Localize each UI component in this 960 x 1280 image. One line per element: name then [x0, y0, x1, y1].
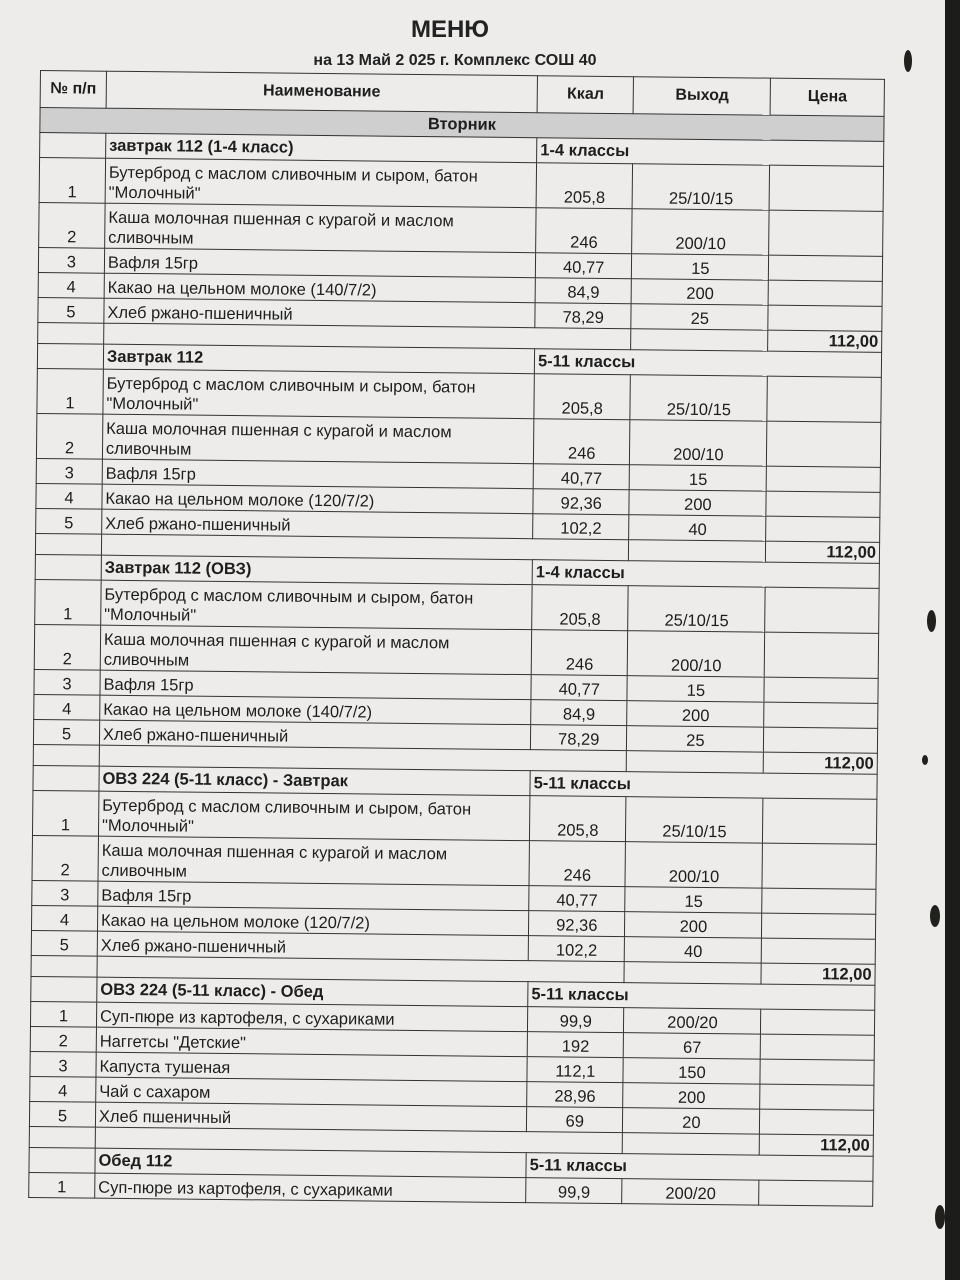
- item-output: 200: [623, 1083, 760, 1109]
- total-empty: [624, 962, 761, 984]
- item-name: Бутерброд с маслом сливочным и сыром, батон "Молочный": [103, 369, 535, 419]
- item-name: Каша молочная пшенная с курагой и маслом сливочным: [102, 414, 534, 464]
- item-kcal: 99,9: [526, 1178, 623, 1204]
- section-num-empty: [40, 133, 106, 159]
- section-classes: 5-11 классы: [534, 349, 881, 378]
- item-number: 1: [30, 1001, 96, 1027]
- menu-item-row: [39, 158, 883, 212]
- item-name: Капуста тушеная: [96, 1052, 527, 1082]
- item-output: 200: [625, 912, 762, 938]
- item-output: 15: [627, 676, 764, 702]
- total-empty: [631, 329, 768, 351]
- item-output: 25/10/15: [630, 375, 767, 421]
- item-number: 3: [30, 1051, 96, 1077]
- item-output: 20: [623, 1108, 760, 1134]
- item-kcal: 192: [527, 1032, 624, 1058]
- item-number: 2: [34, 624, 100, 670]
- item-price: [760, 1109, 874, 1135]
- item-name: Бутерброд с маслом сливочным и сыром, батон "Молочный": [101, 580, 533, 630]
- item-output: 200/20: [622, 1179, 759, 1205]
- page-subtitle: на 13 Май 2 025 г. Комплекс СОШ 40: [313, 52, 597, 69]
- item-kcal: 40,77: [535, 253, 632, 279]
- section-name: Обед 112: [95, 1148, 526, 1178]
- item-name: Каша молочная пшенная с курагой и маслом сливочным: [100, 625, 532, 675]
- item-output: 25/10/15: [626, 797, 763, 843]
- section-num-empty: [29, 1147, 95, 1173]
- paper-speck: [922, 755, 928, 765]
- item-price: [765, 587, 879, 633]
- item-name: Бутерброд с маслом сливочным и сыром, батон "Молочный": [105, 158, 537, 208]
- item-price: [768, 280, 882, 306]
- item-kcal: 40,77: [529, 886, 626, 912]
- item-name: Хлеб ржано-пшеничный: [104, 298, 535, 328]
- item-price: [762, 888, 876, 914]
- item-number: 4: [30, 1076, 96, 1102]
- item-price: [766, 516, 880, 542]
- item-number: 2: [32, 835, 98, 881]
- item-price: [764, 677, 878, 703]
- menu-item-row: [32, 835, 876, 889]
- item-price: [767, 376, 881, 422]
- item-name: Каша молочная пшенная с курагой и маслом сливочным: [98, 836, 530, 886]
- item-price: [764, 727, 878, 753]
- item-number: 4: [38, 272, 104, 298]
- item-price: [760, 1059, 874, 1085]
- item-price: [766, 491, 880, 517]
- section-name: ОВЗ 224 (5-11 класс) - Завтрак: [99, 766, 530, 796]
- section-num-empty: [37, 343, 103, 369]
- day-label: Вторник: [40, 108, 884, 142]
- item-output: 15: [625, 887, 762, 913]
- item-price: [769, 255, 883, 281]
- item-price: [769, 165, 883, 211]
- item-price: [760, 1084, 874, 1110]
- section-classes: 5-11 классы: [530, 771, 877, 800]
- menu-body: [29, 108, 884, 1207]
- item-name: Наггетсы "Детские": [96, 1027, 527, 1057]
- item-number: 1: [35, 579, 101, 625]
- section-name: Завтрак 112: [103, 344, 534, 374]
- item-price: [761, 1009, 875, 1035]
- item-price: [766, 466, 880, 492]
- item-kcal: 246: [529, 841, 626, 887]
- item-kcal: 99,9: [528, 1007, 625, 1033]
- item-name: Какао на цельном молоке (120/7/2): [102, 484, 533, 514]
- paper-speck: [930, 905, 940, 927]
- item-kcal: 84,9: [535, 278, 632, 304]
- section-name: ОВЗ 224 (5-11 класс) - Обед: [97, 977, 528, 1007]
- item-price: [764, 702, 878, 728]
- item-number: 1: [37, 368, 103, 414]
- item-kcal: 40,77: [531, 675, 628, 701]
- paper-speck: [904, 50, 912, 72]
- item-output: 200: [632, 279, 769, 305]
- item-name: Вафля 15гр: [98, 881, 529, 911]
- section-total: 112,00: [764, 752, 878, 774]
- item-number: 1: [29, 1172, 95, 1198]
- item-name: Суп-пюре из картофеля, с сухариками: [95, 1173, 526, 1203]
- item-kcal: 112,1: [527, 1057, 624, 1083]
- item-output: 200: [627, 701, 764, 727]
- item-name: Вафля 15гр: [102, 459, 533, 489]
- item-number: 1: [32, 790, 98, 836]
- paper-speck: [927, 610, 936, 632]
- item-kcal: 205,8: [532, 585, 629, 631]
- item-output: 25: [631, 304, 768, 330]
- menu-table: [28, 70, 885, 1207]
- item-output: 200/10: [630, 420, 767, 466]
- item-number: 4: [34, 694, 100, 720]
- section-total: 112,00: [766, 541, 880, 563]
- item-kcal: 78,29: [530, 725, 627, 751]
- item-kcal: 205,8: [530, 796, 627, 842]
- section-num-empty: [31, 976, 97, 1002]
- section-total: 112,00: [768, 330, 882, 352]
- section-total: 112,00: [761, 963, 875, 985]
- item-price: [767, 421, 881, 467]
- item-kcal: 246: [536, 208, 633, 254]
- item-kcal: 246: [531, 630, 628, 676]
- item-name: Хлеб ржано-пшеничный: [97, 931, 528, 961]
- item-number: 3: [36, 458, 102, 484]
- item-output: 25/10/15: [633, 164, 770, 210]
- item-output: 200/10: [625, 842, 762, 888]
- item-name: Суп-пюре из картофеля, с сухариками: [96, 1002, 527, 1032]
- item-name: Хлеб пшеничный: [95, 1102, 526, 1132]
- item-price: [768, 305, 882, 331]
- item-name: Чай с сахаром: [96, 1077, 527, 1107]
- menu-item-row: [34, 624, 878, 678]
- total-empty: [38, 322, 104, 344]
- item-number: 5: [33, 719, 99, 745]
- item-price: [762, 843, 876, 889]
- total-empty: [31, 955, 97, 977]
- menu-item-row: [35, 579, 879, 633]
- item-output: 15: [630, 465, 767, 491]
- item-name: Бутерброд с маслом сливочным и сыром, батон "Молочный": [98, 791, 530, 841]
- header-price: Цена: [770, 78, 884, 116]
- paper-speck: [935, 1205, 945, 1229]
- item-output: 200/10: [632, 209, 769, 255]
- item-price: [762, 913, 876, 939]
- section-num-empty: [33, 765, 99, 791]
- item-name: Вафля 15гр: [100, 670, 531, 700]
- item-number: 5: [38, 297, 104, 323]
- menu-item-row: [32, 790, 876, 844]
- item-kcal: 28,96: [527, 1082, 624, 1108]
- item-number: 2: [36, 413, 102, 459]
- item-output: 40: [625, 937, 762, 963]
- item-output: 40: [629, 515, 766, 541]
- item-kcal: 92,36: [529, 911, 626, 937]
- item-kcal: 205,8: [534, 374, 631, 420]
- total-empty: [623, 1133, 760, 1155]
- section-classes: 1-4 классы: [537, 138, 884, 167]
- header-name: Наименование: [106, 71, 537, 113]
- header-output: Выход: [633, 77, 770, 115]
- section-classes: 5-11 классы: [528, 982, 875, 1011]
- item-number: 5: [31, 930, 97, 956]
- total-empty: [35, 533, 101, 555]
- section-classes: 5-11 классы: [526, 1153, 873, 1182]
- section-num-empty: [35, 554, 101, 580]
- item-number: 2: [39, 202, 105, 248]
- item-name: Вафля 15гр: [104, 248, 535, 278]
- total-empty: [627, 751, 764, 773]
- item-kcal: 84,9: [531, 700, 628, 726]
- item-name: Какао на цельном молоке (140/7/2): [104, 273, 535, 303]
- item-number: 4: [36, 483, 102, 509]
- item-number: 3: [38, 247, 104, 273]
- item-price: [769, 210, 883, 256]
- menu-item-row: [37, 368, 881, 422]
- menu-item-row: [36, 413, 880, 467]
- item-output: 200/10: [628, 631, 765, 677]
- item-output: 150: [623, 1058, 760, 1084]
- item-price: [761, 1034, 875, 1060]
- item-output: 67: [624, 1033, 761, 1059]
- item-number: 1: [39, 158, 105, 204]
- total-empty: [33, 744, 99, 766]
- item-name: Какао на цельном молоке (140/7/2): [100, 695, 531, 725]
- item-number: 4: [31, 905, 97, 931]
- item-name: Какао на цельном молоке (120/7/2): [97, 906, 528, 936]
- item-price: [765, 632, 879, 678]
- section-classes: 1-4 классы: [532, 560, 879, 589]
- item-number: 2: [30, 1026, 96, 1052]
- item-output: 25/10/15: [628, 586, 765, 632]
- item-number: 3: [32, 880, 98, 906]
- item-kcal: 102,2: [528, 936, 625, 962]
- item-price: [763, 798, 877, 844]
- item-output: 200/20: [624, 1008, 761, 1034]
- item-number: 5: [29, 1101, 95, 1127]
- item-output: 200: [629, 490, 766, 516]
- item-kcal: 69: [526, 1107, 623, 1133]
- total-empty: [29, 1126, 95, 1148]
- section-total: 112,00: [760, 1134, 874, 1156]
- item-output: 15: [632, 254, 769, 280]
- header-num: № п/п: [40, 71, 106, 109]
- item-kcal: 102,2: [533, 514, 630, 540]
- item-kcal: 40,77: [533, 464, 630, 490]
- item-name: Хлеб ржано-пшеничный: [102, 509, 533, 539]
- item-price: [762, 938, 876, 964]
- section-name: Завтрак 112 (ОВЗ): [101, 555, 532, 585]
- item-name: Каша молочная пшенная с курагой и маслом сливочным: [105, 203, 537, 253]
- menu-table-wrapper: [28, 70, 885, 1207]
- total-empty: [629, 540, 766, 562]
- background-edge: [945, 0, 960, 1280]
- item-kcal: 205,8: [536, 163, 633, 209]
- page-title: МЕНЮ: [410, 16, 490, 43]
- item-number: 3: [34, 669, 100, 695]
- section-name: завтрак 112 (1-4 класс): [106, 133, 537, 163]
- item-kcal: 246: [533, 419, 630, 465]
- item-number: 5: [36, 508, 102, 534]
- menu-item-row: [39, 202, 883, 256]
- item-name: Хлеб ржано-пшеничный: [99, 720, 530, 750]
- item-kcal: 92,36: [533, 489, 630, 515]
- item-price: [759, 1180, 873, 1206]
- item-kcal: 78,29: [535, 303, 632, 329]
- item-output: 25: [627, 726, 764, 752]
- header-kcal: Ккал: [537, 76, 634, 114]
